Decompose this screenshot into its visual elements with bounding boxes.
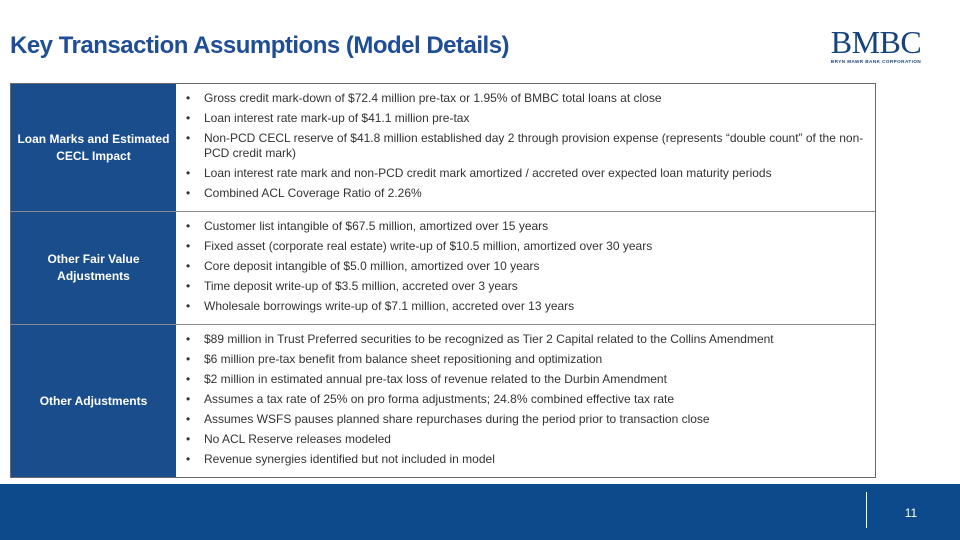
row-label: Loan Marks and Estimated CECL Impact <box>11 84 176 211</box>
row-label: Other Adjustments <box>11 325 176 477</box>
bullet-list <box>176 325 875 477</box>
assumptions-table <box>10 83 876 478</box>
bullet-item: • Customer list intangible of $67.5 million, amortized over 15 years <box>186 219 867 234</box>
bullet-item: • Revenue synergies identified but not included in model <box>186 452 867 467</box>
bullet-item: • Fixed asset (corporate real estate) write-up of $10.5 million, amortized over 30 years <box>186 239 867 254</box>
bullet-item: • Loan interest rate mark-up of $41.1 million pre-tax <box>186 111 867 126</box>
bullet-list <box>176 212 875 324</box>
bullet-item: • Wholesale borrowings write-up of $7.1 million, accreted over 13 years <box>186 299 867 314</box>
bullet-item: • Time deposit write-up of $3.5 million, accreted over 3 years <box>186 279 867 294</box>
bullet-list <box>176 84 875 211</box>
company-logo <box>816 26 936 64</box>
logo-wordmark: BMBC <box>830 24 922 60</box>
footer-bar <box>0 484 960 540</box>
row-label: Other Fair Value Adjustments <box>11 212 176 324</box>
bullet-item: • $6 million pre-tax benefit from balance sheet repositioning and optimization <box>186 352 867 367</box>
table-row <box>11 211 875 324</box>
bullet-item: • $2 million in estimated annual pre-tax loss of revenue related to the Durbin Amendment <box>186 372 867 387</box>
logo-subtitle: BRYN MAWR BANK CORPORATION <box>830 59 922 64</box>
footer-divider <box>866 492 867 528</box>
bullet-item: • $89 million in Trust Preferred securities to be recognized as Tier 2 Capital related to the Collins Amendment <box>186 332 867 347</box>
bullet-item: • Assumes a tax rate of 25% on pro forma adjustments; 24.8% combined effective tax rate <box>186 392 867 407</box>
table-row <box>11 84 875 211</box>
bullet-item: • Core deposit intangible of $5.0 million, amortized over 10 years <box>186 259 867 274</box>
table-row <box>11 324 875 477</box>
bullet-item: • Assumes WSFS pauses planned share repurchases during the period prior to transaction close <box>186 412 867 427</box>
bullet-item: • Loan interest rate mark and non-PCD credit mark amortized / accreted over expected loan maturity periods <box>186 166 867 181</box>
bullet-item: • Gross credit mark-down of $72.4 million pre-tax or 1.95% of BMBC total loans at close <box>186 91 867 106</box>
slide-title: Key Transaction Assumptions (Model Details) <box>10 32 510 59</box>
bullet-item: • Combined ACL Coverage Ratio of 2.26% <box>186 186 867 201</box>
page-number: 11 <box>904 506 918 520</box>
bullet-item: • Non-PCD CECL reserve of $41.8 million established day 2 through provision expense (represents “double count” of the non-PCD credit mark) <box>186 131 867 161</box>
bullet-item: • No ACL Reserve releases modeled <box>186 432 867 447</box>
